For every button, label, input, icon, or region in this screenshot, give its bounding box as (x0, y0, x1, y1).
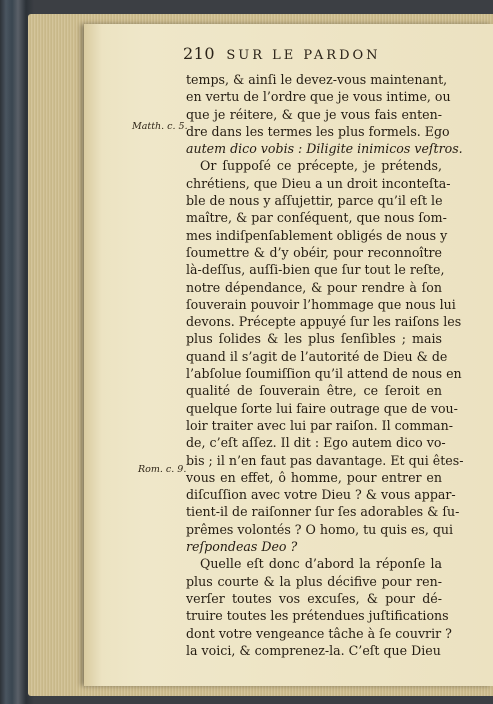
running-title: SUR LE PARDON (226, 48, 381, 63)
text-line: reſpondeas Deo ? (186, 539, 298, 555)
text-line: dre dans les termes les plus formels. Ego (186, 123, 450, 139)
margin-note-matthew: Matth. c. 5. (132, 121, 188, 132)
text-line: vous en effet, ô homme, pour entrer en (186, 469, 442, 485)
text-line: devons. Précepte appuyé ſur les raiſons les (186, 314, 462, 330)
text-line: la voici, & comprenez-la. C’eſt que Dieu (186, 642, 441, 658)
text-line: qualité de ſouverain être, ce ſeroit en (186, 383, 442, 399)
page-number: 210 (183, 44, 216, 63)
text-line: tient-il de raiſonner ſur ſes adorables & ſu- (186, 504, 460, 520)
text-line: dont votre vengeance tâche à ſe couvrir ? (186, 625, 452, 641)
body-text (186, 71, 464, 659)
text-line: diſcuſſion avec votre Dieu ? & vous appar- (186, 487, 456, 503)
text-line: prêmes volontés ? O homo, tu quis es, qui (186, 521, 454, 537)
text-line: maître, & par conſéquent, que nous ſom- (186, 210, 447, 226)
text-line: quand il s’agit de l’autorité de Dieu & de (186, 348, 448, 364)
text-line: ble de nous y aſſujettir, parce qu’il eſt le (186, 193, 443, 209)
text-line: truire toutes les prétendues juſtifications (186, 608, 449, 624)
running-header (183, 44, 473, 66)
text-line: Quelle eſt donc d’abord la réponſe la (200, 556, 442, 572)
text-line: notre dépendance, & pour rendre à ſon (186, 279, 442, 295)
text-line: là-deſſus, auſſi-bien que ſur tout le reſte, (186, 262, 445, 278)
text-line: de, c’eſt aſſez. Il dit : Ego autem dico vo- (186, 435, 446, 451)
text-line: que je réitere, & que je vous fais enten- (186, 106, 442, 122)
text-line: Or ſuppoſé ce précepte, je prétends, (200, 158, 442, 174)
text-line: loir traiter avec lui par raiſon. Il comman- (186, 417, 454, 433)
margin-note-romans: Rom. c. 9. (138, 464, 187, 475)
text-line: quelque ſorte lui faire outrage que de vou- (186, 400, 458, 416)
text-line: plus ſolides & les plus ſenſibles ; mais (186, 331, 442, 347)
text-line: temps, & ainſi le devez-vous maintenant, (186, 72, 448, 87)
text-line: l’abſolue ſoumiſſion qu’il attend de nous en (186, 366, 462, 382)
text-line: plus courte & la plus décifive pour ren- (186, 573, 442, 589)
text-line: mes indiſpenſablement obligés de nous y (186, 227, 448, 243)
text-line: chrétiens, que Dieu a un droit inconteſta- (186, 175, 451, 191)
text-line: verſer toutes vos excuſes, & pour dé- (186, 590, 442, 606)
text-line: autem dico vobis : Diligite inimicos veſtros. (186, 141, 463, 157)
text-line: en vertu de l’ordre que je vous intime, ou (186, 89, 451, 105)
text-line: ſoumettre & d’y obéir, pour reconnoître (186, 244, 442, 260)
text-line: bis ; il n’en faut pas davantage. Et qui êtes- (186, 452, 464, 468)
text-line: ſouverain pouvoir l’hommage que nous lui (186, 296, 456, 312)
